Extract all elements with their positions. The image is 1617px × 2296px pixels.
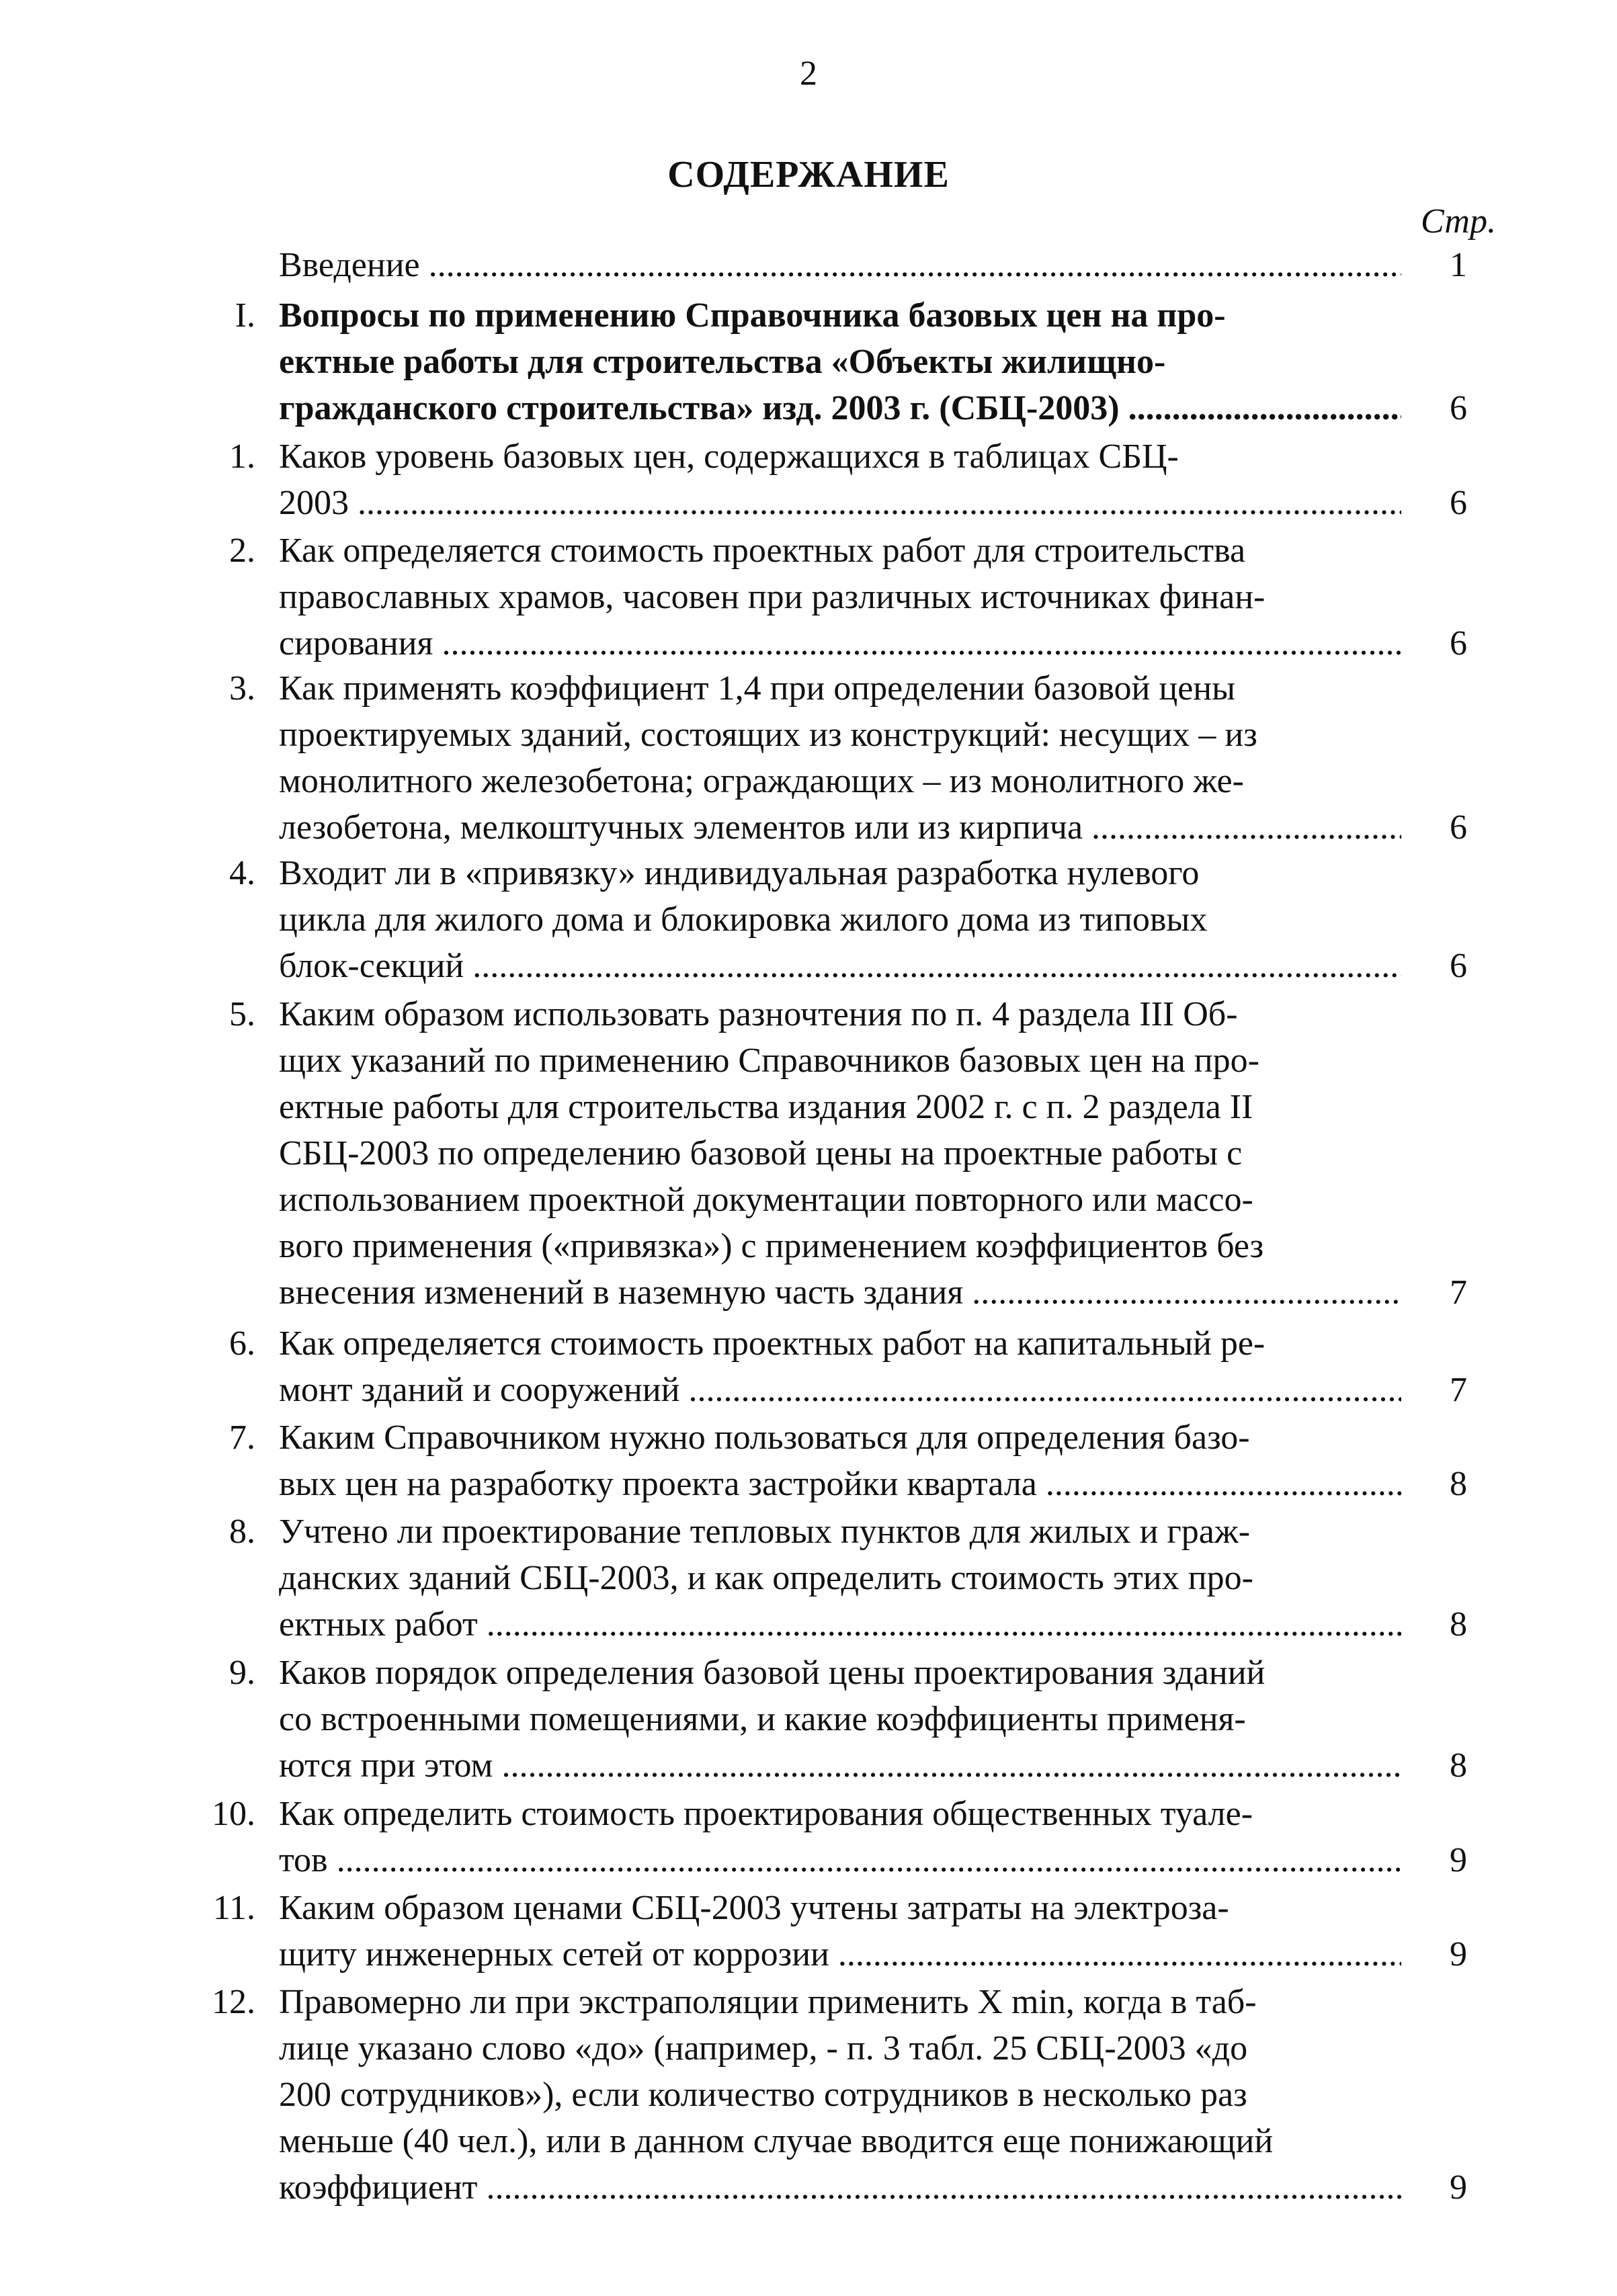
toc-entry-leader-text: щиту инженерных сетей от коррозии ..... [279, 1935, 1401, 1973]
toc-entry-last-line [279, 1742, 1401, 1789]
toc-entry-line: цикла для жилого дома и блокировка жилого дома из типовых [279, 900, 1208, 939]
toc-entry-text [279, 1650, 1401, 1789]
toc-entry-number: 4. [229, 854, 255, 892]
toc-entry-leader-text: коэффициент ..... [279, 2168, 1401, 2207]
toc-entry-leader-text: сирования ..... [279, 624, 1401, 663]
toc-entry-line: со встроенными помещениями, и какие коэффициенты применя- [279, 1700, 1246, 1738]
toc-entry-text [279, 1979, 1401, 2211]
toc-entry-leader-text: Введение ..... [279, 246, 1401, 284]
toc-entry-text [279, 292, 1401, 431]
toc-entry-line: данских зданий СБЦ-2003, и как определить стоимость этих про- [279, 1559, 1253, 1597]
toc-entry-number: 2. [229, 532, 255, 570]
toc-entry-last-line [279, 1837, 1401, 1883]
toc-entry-last-line [279, 804, 1401, 851]
toc-entry-line: Учтено ли проектирование тепловых пунктов для жилых и граж- [279, 1513, 1251, 1551]
toc-entry-text [279, 527, 1401, 667]
toc-entry-page: 9 [1450, 1841, 1467, 1879]
toc-entry-leader-text: вых цен на разработку проекта застройки квартала ..... [279, 1465, 1401, 1503]
toc-entry-leader-text: ются при этом ..... [279, 1746, 1401, 1785]
toc-entry-last-line [279, 2164, 1401, 2211]
toc-entry-last-line [279, 1367, 1401, 1413]
toc-entry-page: 6 [1450, 484, 1467, 522]
document-title: СОДЕРЖАНИЕ [667, 154, 950, 196]
toc-entry-last-line [279, 943, 1401, 989]
toc-entry-number: 6. [229, 1324, 255, 1363]
toc-entry-page: 8 [1450, 1605, 1467, 1644]
toc-entry-page: 9 [1450, 1935, 1467, 1973]
toc-entry-line: ектные работы для строительства «Объекты жилищно- [279, 343, 1166, 381]
toc-entry-line: меньше (40 чел.), или в данном случае вводится еще понижающий [279, 2122, 1274, 2160]
toc-entry-last-line [279, 620, 1401, 667]
toc-entry-leader-text: гражданского строительства» изд. 2003 г. (СБЦ-2003) ..... [279, 389, 1401, 427]
toc-entry-text [279, 1791, 1401, 1883]
toc-entry-last-line [279, 1269, 1401, 1316]
toc-entry-line: СБЦ-2003 по определению базовой цены на проектные работы с [279, 1134, 1243, 1173]
toc-entry-line: Как определяется стоимость проектных работ для строительства [279, 532, 1246, 570]
toc-entry-number: 5. [229, 995, 255, 1033]
toc-entry-line: Каков уровень базовых цен, содержащихся в таблицах СБЦ- [279, 437, 1179, 476]
toc-entry-line: вого применения («привязка») с применением коэффициентов без [279, 1227, 1264, 1265]
toc-entry-page: 8 [1450, 1746, 1467, 1785]
toc-entry-last-line [279, 1461, 1401, 1507]
toc-entry-line: проектируемых зданий, состоящих из конструкций: несущих – из [279, 716, 1257, 754]
toc-entry-number: 9. [229, 1654, 255, 1692]
toc-entry-page: 7 [1450, 1371, 1467, 1409]
toc-entry-line: ектные работы для строительства издания 2002 г. с п. 2 раздела II [279, 1088, 1253, 1126]
toc-entry-number: 3. [229, 669, 255, 708]
toc-entry-page: 7 [1450, 1273, 1467, 1312]
toc-entry-leader-text: лезобетона, мелкоштучных элементов или из кирпича ..... [279, 808, 1401, 847]
toc-entry-page: 8 [1450, 1465, 1467, 1503]
toc-entry-line: использованием проектной документации повторного или массо- [279, 1181, 1253, 1219]
toc-entry-leader-text: внесения изменений в наземную часть здания ..... [279, 1273, 1401, 1312]
toc-entry-text [279, 433, 1401, 526]
toc-entry-last-line [279, 1601, 1401, 1648]
toc-entry-text [279, 1508, 1401, 1648]
toc-entry-number: 10. [212, 1795, 255, 1833]
toc-entry-line: Вопросы по применению Справочника базовых цен на про- [279, 296, 1226, 335]
toc-entry-text [279, 1414, 1401, 1507]
toc-entry-page: 9 [1450, 2168, 1467, 2207]
toc-entry-line: 200 сотрудников»), если количество сотрудников в несколько раз [279, 2076, 1247, 2114]
toc-entry-last-line [279, 480, 1401, 526]
toc-entry-leader-text: тов ..... [279, 1841, 1401, 1879]
toc-entry-line: православных храмов, часовен при различных источниках финан- [279, 578, 1266, 616]
toc-entry-number: 7. [229, 1418, 255, 1457]
toc-entry-number: I. [235, 296, 255, 335]
toc-entry-text [279, 991, 1401, 1316]
page-column-header: Стр. [1421, 202, 1496, 241]
toc-entry-text [279, 665, 1401, 851]
toc-entry-page: 6 [1450, 808, 1467, 847]
toc-entry-line: щих указаний по применению Справочников базовых цен на про- [279, 1041, 1259, 1080]
toc-entry-line: Каков порядок определения базовой цены проектирования зданий [279, 1654, 1266, 1692]
toc-entry-line: Как определяется стоимость проектных работ на капитальный ре- [279, 1324, 1266, 1363]
toc-entry-line: Как определить стоимость проектирования общественных туале- [279, 1795, 1253, 1833]
toc-entry-last-line [279, 385, 1401, 431]
toc-entry-page: 1 [1450, 246, 1467, 284]
toc-entry-line: лице указано слово «до» (например, - п. 3 табл. 25 СБЦ-2003 «до [279, 2029, 1248, 2068]
toc-entry-text [279, 242, 1401, 288]
toc-entry-page: 6 [1450, 389, 1467, 427]
toc-entry-last-line [279, 242, 1401, 288]
toc-entry-last-line [279, 1931, 1401, 1978]
toc-entry-text [279, 850, 1401, 989]
toc-entry-leader-text: блок-секций ..... [279, 947, 1401, 985]
toc-entry-line: Как применять коэффициент 1,4 при определении базовой цены [279, 669, 1236, 708]
toc-entry-line: Каким образом использовать разночтения по п. 4 раздела III Об- [279, 995, 1238, 1033]
toc-entry-page: 6 [1450, 947, 1467, 985]
toc-entry-text [279, 1885, 1401, 1978]
toc-entry-line: Правомерно ли при экстраполяции применить X min, когда в таб- [279, 1983, 1257, 2021]
toc-entry-line: Входит ли в «привязку» индивидуальная разработка нулевого [279, 854, 1200, 892]
toc-entry-line: Каким образом ценами СБЦ-2003 учтены затраты на электроза- [279, 1889, 1229, 1927]
page-number: 2 [800, 54, 817, 93]
toc-entry-number: 1. [229, 437, 255, 476]
toc-entry-line: монолитного железобетона; ограждающих – из монолитного же- [279, 762, 1244, 800]
toc-entry-leader-text: 2003 ..... [279, 484, 1401, 522]
toc-entry-page: 6 [1450, 624, 1467, 663]
toc-entry-line: Каким Справочником нужно пользоваться для определения базо- [279, 1418, 1250, 1457]
toc-entry-number: 11. [212, 1889, 255, 1927]
toc-entry-number: 12. [212, 1983, 255, 2021]
toc-entry-text [279, 1320, 1401, 1413]
toc-entry-leader-text: монт зданий и сооружений ..... [279, 1371, 1401, 1409]
toc-entry-leader-text: ектных работ ..... [279, 1605, 1401, 1644]
toc-entry-number: 8. [229, 1513, 255, 1551]
